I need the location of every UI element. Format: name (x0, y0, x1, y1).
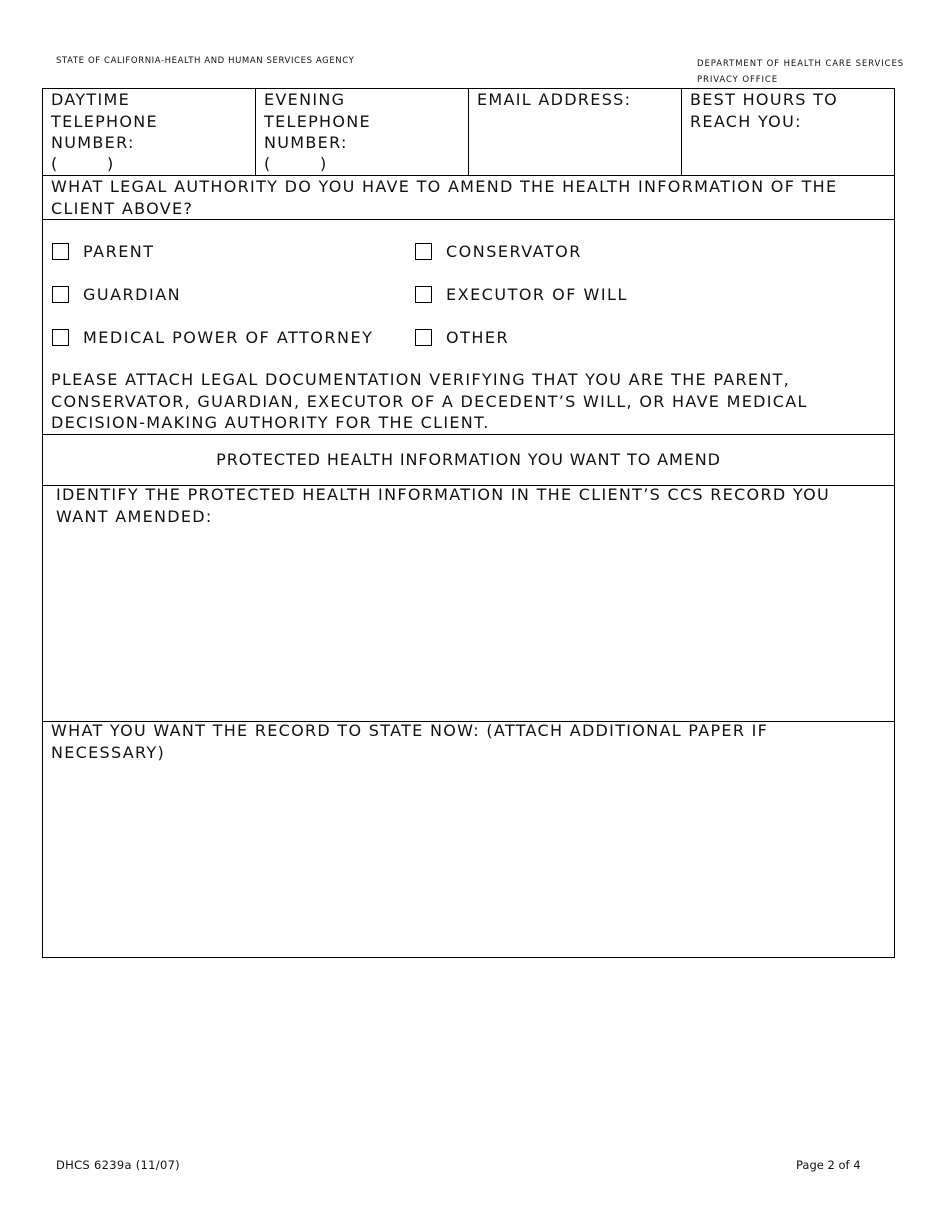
form-id: DHCS 6239a (11/07) (56, 1158, 180, 1172)
agency-header: STATE OF CALIFORNIA-HEALTH AND HUMAN SERVICES AGENCY (56, 56, 355, 66)
executor-checkbox[interactable] (415, 286, 432, 303)
checkbox-executor[interactable] (415, 285, 628, 304)
legal-documentation-note: PLEASE ATTACH LEGAL DOCUMENTATION VERIFYING THAT YOU ARE THE PARENT, CONSERVATOR, GUARDIAN, EXECUTOR OF A DECEDENT’S WILL, OR HAVE MEDICAL DECISION-MAKING AUTHORITY FOR THE CLIENT. (51, 370, 815, 432)
evening-phone-label: EVENING TELEPHONE NUMBER: (264, 90, 371, 152)
area-code-open: ( (51, 154, 59, 173)
page-number: Page 2 of 4 (796, 1158, 861, 1172)
executor-label: EXECUTOR OF WILL (446, 285, 628, 304)
conservator-label: CONSERVATOR (446, 242, 582, 261)
record-statement-label: WHAT YOU WANT THE RECORD TO STATE NOW: (ATTACH ADDITIONAL PAPER IF NECESSARY) (51, 721, 775, 762)
phi-section-title: PROTECTED HEALTH INFORMATION YOU WANT TO AMEND (216, 450, 721, 469)
checkbox-conservator[interactable] (415, 242, 582, 261)
daytime-phone-field[interactable] (43, 89, 255, 175)
email-address-label: EMAIL ADDRESS: (477, 90, 632, 109)
daytime-phone-label: DAYTIME TELEPHONE NUMBER: (51, 90, 158, 152)
best-hours-field[interactable] (682, 89, 894, 175)
department-header (697, 56, 904, 88)
checkbox-parent[interactable] (52, 242, 155, 261)
row-divider (43, 434, 894, 435)
office-name: PRIVACY OFFICE (697, 75, 779, 85)
amendment-form (42, 88, 895, 958)
area-code-close: ) (320, 154, 328, 173)
identify-phi-field[interactable] (43, 486, 894, 720)
medical-poa-label: MEDICAL POWER OF ATTORNEY (83, 328, 374, 347)
other-label: OTHER (446, 328, 510, 347)
email-address-field[interactable] (469, 89, 681, 175)
other-checkbox[interactable] (415, 329, 432, 346)
guardian-label: GUARDIAN (83, 285, 182, 304)
identify-phi-label: IDENTIFY THE PROTECTED HEALTH INFORMATION IN THE CLIENT’S CCS RECORD YOU WANT AMENDED: (56, 485, 837, 526)
conservator-checkbox[interactable] (415, 243, 432, 260)
area-code-close: ) (107, 154, 115, 173)
medical-poa-checkbox[interactable] (52, 329, 69, 346)
checkbox-other[interactable] (415, 328, 509, 347)
checkbox-medical-poa[interactable] (52, 328, 373, 347)
evening-phone-field[interactable] (256, 89, 468, 175)
department-name: DEPARTMENT OF HEALTH CARE SERVICES (697, 59, 905, 69)
guardian-checkbox[interactable] (52, 286, 69, 303)
checkbox-guardian[interactable] (52, 285, 181, 304)
parent-checkbox[interactable] (52, 243, 69, 260)
record-statement-field[interactable] (43, 722, 894, 957)
authority-question: WHAT LEGAL AUTHORITY DO YOU HAVE TO AMEND THE HEALTH INFORMATION OF THE CLIENT ABOVE? (51, 177, 844, 218)
row-divider (43, 219, 894, 220)
best-hours-label: BEST HOURS TO REACH YOU: (690, 90, 839, 131)
area-code-open: ( (264, 154, 272, 173)
parent-label: PARENT (83, 242, 155, 261)
